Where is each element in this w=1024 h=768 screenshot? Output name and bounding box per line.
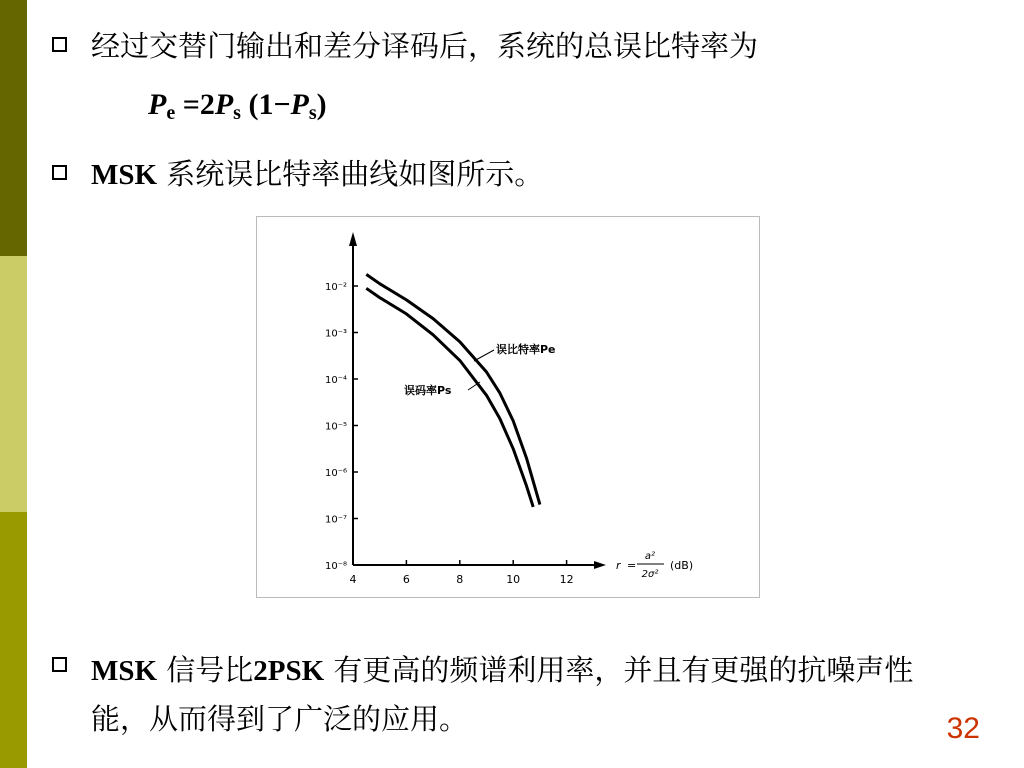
chart-ticks	[325, 282, 693, 586]
y-tick-label: 10⁻⁵	[324, 421, 347, 433]
bullet-2-text	[91, 154, 543, 195]
checkbox-bullet-icon	[52, 657, 67, 672]
checkbox-bullet-icon	[52, 37, 67, 52]
x-tick-label: 12	[559, 573, 574, 586]
x-axis-label-den: 2σ²	[641, 569, 659, 580]
formula-eq: =2	[175, 88, 215, 121]
y-tick-label: 10⁻⁸	[324, 561, 347, 572]
formula-sub-s2: s	[308, 102, 317, 124]
y-tick-label: 10⁻⁷	[324, 514, 347, 526]
bullet-3-rest-2: 有更高的频谱利用率，并且有更强的抗噪声性能，从而得到了广泛的应用。	[91, 653, 914, 736]
bullet-2-bold: MSK	[91, 159, 158, 191]
bullet-3-bold-2: 2PSK	[253, 655, 325, 687]
x-axis-label-unit: (dB)	[670, 559, 694, 572]
x-axis-label-num: a²	[644, 551, 656, 562]
annotation-symbol-error-rate: 误码率Ps	[404, 384, 452, 397]
page-number: 32	[946, 712, 980, 745]
y-axis-arrow	[349, 232, 357, 246]
formula-sub-s: s	[233, 102, 241, 124]
formula-p: P	[148, 88, 167, 121]
ber-chart	[256, 216, 760, 598]
bullet-2	[52, 154, 543, 195]
x-axis-arrow	[594, 561, 606, 569]
y-tick-label: 10⁻⁴	[324, 375, 347, 386]
x-axis-label-eq: =	[627, 559, 637, 572]
y-tick-label: 10⁻²	[324, 282, 347, 293]
checkbox-bullet-icon	[52, 165, 67, 180]
formula-close: )	[316, 88, 327, 121]
x-tick-label: 4	[349, 573, 357, 586]
formula-p3: P	[290, 88, 309, 121]
side-bar-top	[0, 0, 27, 256]
ber-curve-1	[366, 274, 540, 504]
y-tick-label: 10⁻⁶	[324, 468, 347, 479]
bullet-3-bold: MSK	[91, 655, 158, 687]
annotation-bit-error-rate: 误比特率Pe	[496, 343, 556, 356]
bullet-3-text	[91, 646, 971, 743]
chart-axes	[349, 232, 606, 569]
y-tick-label: 10⁻³	[324, 328, 347, 340]
ber-chart-figure	[256, 216, 760, 598]
bullet-1-text: 经过交替门输出和差分译码后，系统的总误比特率为	[91, 29, 759, 63]
formula-sub-e: e	[166, 102, 176, 124]
chart-curves	[366, 274, 540, 507]
x-tick-label: 10	[506, 573, 521, 586]
bullet-3	[52, 646, 972, 743]
x-axis-label-r: r	[616, 559, 621, 572]
formula-p2: P	[214, 88, 234, 121]
side-bar-middle	[0, 256, 27, 512]
formula-open: (1−	[240, 88, 291, 121]
bullet-1	[52, 26, 758, 66]
ber-curve-2	[366, 288, 533, 507]
annotation-leader-line	[474, 350, 494, 361]
x-tick-label: 6	[402, 573, 410, 586]
bullet-2-rest: 系统误比特率曲线如图所示。	[157, 157, 544, 191]
x-tick-label: 8	[456, 573, 464, 586]
bullet-3-rest-1: 信号比	[157, 653, 254, 687]
ber-formula	[148, 88, 327, 125]
side-bar-bottom	[0, 512, 27, 768]
